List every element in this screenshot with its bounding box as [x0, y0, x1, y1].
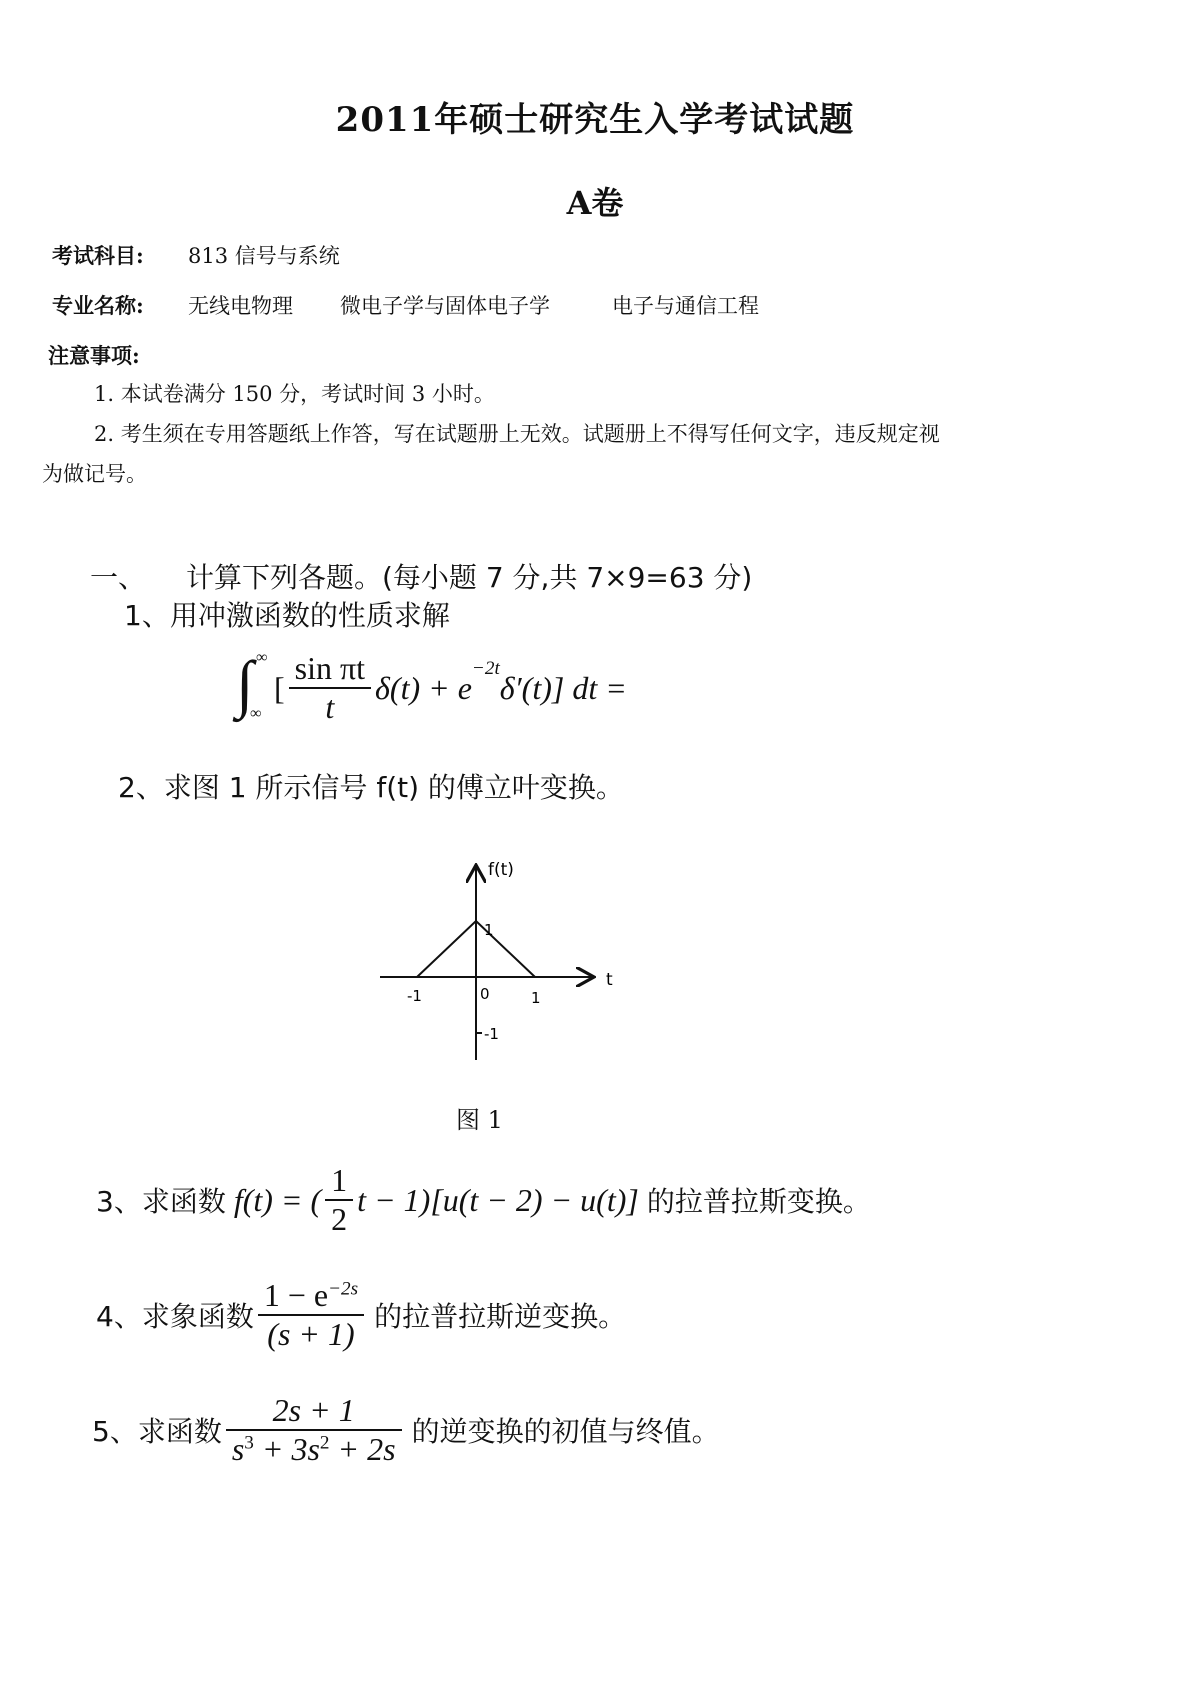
q1-frac-num: sin πt	[289, 650, 371, 689]
major-label: 专业名称:	[52, 293, 144, 318]
major-3: 电子与通信工程	[612, 294, 759, 318]
q4-num-base: 1 − e	[263, 1277, 329, 1313]
q2-text: 2、求图 1 所示信号 f(t) 的傅立叶变换。	[118, 771, 624, 804]
y-tick-label-1: 1	[484, 921, 494, 939]
q4-suffix: 的拉普拉斯逆变换。	[374, 1300, 627, 1333]
q1-expr: δ(t) + e	[375, 669, 472, 706]
integral-upper: ∞	[256, 649, 268, 666]
exam-title: 2011年硕士研究生入学考试试题	[335, 100, 855, 140]
tick-label-0: 0	[480, 985, 490, 1003]
q4-prefix: 4、求象函数	[96, 1300, 254, 1333]
q5-prefix: 5、求函数	[92, 1415, 222, 1448]
y-axis-label: f(t)	[488, 860, 514, 880]
q3-suffix: 的拉普拉斯变换。	[646, 1185, 871, 1218]
q4-line	[96, 1272, 626, 1358]
note-1: 1. 本试卷满分 150 分，考试时间 3 小时。	[94, 382, 495, 406]
y-tick-label-neg1: -1	[484, 1025, 499, 1043]
q5-fraction	[226, 1392, 402, 1468]
q5-den-a-exp: 3	[244, 1432, 254, 1454]
tick-label-neg1: -1	[407, 987, 422, 1005]
q1-exponent: −2t	[471, 658, 500, 679]
q4-frac-num	[258, 1277, 364, 1316]
notes-label: 注意事项:	[48, 343, 140, 368]
q5-den-b-exp: 2	[319, 1432, 330, 1454]
major-1: 无线电物理	[188, 294, 293, 318]
major-2: 微电子学与固体电子学	[340, 294, 550, 318]
note-2-line-2: 为做记号。	[42, 462, 147, 486]
q4-frac-den: (s + 1)	[267, 1316, 355, 1352]
q1-expr-tail: δ′(t)] dt =	[499, 669, 627, 706]
integral-lower: ∞	[250, 705, 262, 722]
note-2-line-1: 2. 考生须在专用答题纸上作答，写在试题册上无效。试题册上不得写任何文字，违反规定视	[94, 422, 940, 446]
tick-label-1: 1	[531, 989, 541, 1007]
integral-sign: ∫ ∞ ∞	[236, 648, 268, 722]
q1-formula	[236, 648, 627, 728]
q5-den-b: + 3s	[253, 1431, 320, 1467]
q1-frac-den: t	[325, 689, 335, 725]
q3-prefix: 3、求函数	[96, 1185, 226, 1218]
x-axis-label: t	[606, 970, 613, 990]
q5-den-c: + 2s	[329, 1431, 396, 1467]
paper-label: A卷	[566, 184, 624, 222]
q3-frac-num: 1	[325, 1162, 353, 1201]
q1-fraction	[289, 650, 371, 726]
q1-bracket-open: [	[274, 669, 285, 706]
q4-num-exp: −2s	[328, 1278, 359, 1300]
figure-1-plot	[370, 845, 630, 1070]
subject-label: 考试科目:	[52, 243, 144, 268]
q3-frac-den: 2	[331, 1201, 348, 1237]
q4-fraction	[258, 1277, 364, 1353]
q5-line	[92, 1384, 720, 1476]
section-heading: 计算下列各题。(每小题 7 分,共 7×9=63 分)	[186, 561, 753, 594]
q3-rest: t − 1)[u(t − 2) − u(t)]	[357, 1181, 639, 1218]
q5-den-a: s	[231, 1431, 245, 1467]
q5-frac-den	[226, 1431, 402, 1468]
q3-fraction	[325, 1162, 353, 1238]
q3-line	[96, 1162, 871, 1238]
figure-caption: 图 1	[456, 1106, 503, 1134]
q5-frac-num: 2s + 1	[226, 1392, 402, 1431]
q5-suffix: 的逆变换的初值与终值。	[411, 1415, 720, 1448]
section-number: 一、	[90, 561, 147, 594]
q3-func: f(t) = (	[233, 1181, 322, 1218]
subject-value: 813 信号与系统	[188, 244, 340, 268]
q1-text: 1、用冲激函数的性质求解	[124, 599, 450, 632]
